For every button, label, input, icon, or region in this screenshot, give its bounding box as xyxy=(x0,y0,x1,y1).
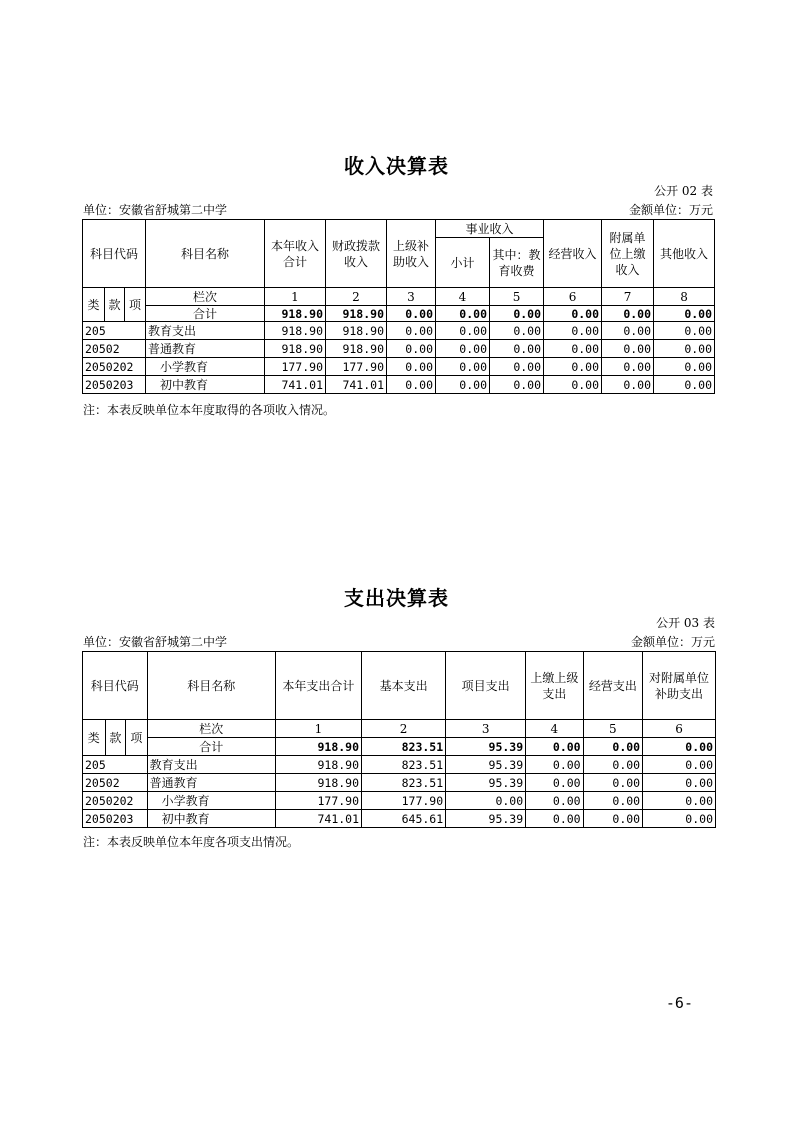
expense-total-value: 918.90 xyxy=(275,738,361,756)
row-value: 95.39 xyxy=(446,774,526,792)
income-table-title: 收入决算表 xyxy=(344,154,449,178)
row-value: 0.00 xyxy=(544,358,602,376)
income-unit-label: 单位：安徽省舒城第二中学 xyxy=(83,203,228,217)
expense-header-basic: 基本支出 xyxy=(362,652,446,720)
expense-col-num: 3 xyxy=(446,720,526,738)
income-header-xiang: 项 xyxy=(125,288,146,322)
row-name: 教育支出 xyxy=(147,756,275,774)
row-value: 177.90 xyxy=(275,792,361,810)
income-total-value: 0.00 xyxy=(387,306,436,322)
income-lanci-label: 栏次 xyxy=(146,288,265,306)
row-name: 初中教育 xyxy=(147,810,275,828)
expense-col-num: 1 xyxy=(275,720,361,738)
row-value: 823.51 xyxy=(362,774,446,792)
row-name: 普通教育 xyxy=(146,340,265,358)
income-amount-unit: 金额单位：万元 xyxy=(628,203,713,217)
row-value: 0.00 xyxy=(544,340,602,358)
row-value: 0.00 xyxy=(643,756,716,774)
row-value: 0.00 xyxy=(643,792,716,810)
row-value: 0.00 xyxy=(490,340,544,358)
expense-total-value: 823.51 xyxy=(362,738,446,756)
income-total-value: 0.00 xyxy=(544,306,602,322)
expense-col-num: 2 xyxy=(362,720,446,738)
row-value: 95.39 xyxy=(446,810,526,828)
expense-table xyxy=(82,651,716,828)
row-value: 0.00 xyxy=(654,322,715,340)
row-value: 0.00 xyxy=(602,358,654,376)
income-total-value: 0.00 xyxy=(602,306,654,322)
expense-header-code: 科目代码 xyxy=(83,652,148,720)
row-value: 918.90 xyxy=(275,774,361,792)
row-value: 0.00 xyxy=(387,376,436,394)
row-value: 177.90 xyxy=(326,358,387,376)
row-value: 918.90 xyxy=(326,340,387,358)
expense-header-kuan: 款 xyxy=(105,720,126,756)
expense-header-total: 本年支出合计 xyxy=(275,652,361,720)
expense-note: 注：本表反映单位本年度各项支出情况。 xyxy=(83,835,300,849)
income-header-code: 科目代码 xyxy=(83,220,146,288)
row-code: 20502 xyxy=(83,774,148,792)
income-col-num: 5 xyxy=(490,288,544,306)
row-code: 2050203 xyxy=(83,810,148,828)
row-value: 0.00 xyxy=(490,358,544,376)
expense-total-label: 合计 xyxy=(147,738,275,756)
income-header-other: 其他收入 xyxy=(654,220,715,288)
income-col-num: 3 xyxy=(387,288,436,306)
expense-header-xiang: 项 xyxy=(126,720,148,756)
row-value: 0.00 xyxy=(583,792,643,810)
expense-total-row xyxy=(83,738,716,756)
income-header-name: 科目名称 xyxy=(146,220,265,288)
income-header-lei: 类 xyxy=(83,288,105,322)
income-total-value: 0.00 xyxy=(490,306,544,322)
row-value: 0.00 xyxy=(654,358,715,376)
table-row xyxy=(83,792,716,810)
row-name: 小学教育 xyxy=(146,358,265,376)
row-name: 教育支出 xyxy=(146,322,265,340)
row-value: 0.00 xyxy=(387,358,436,376)
income-table xyxy=(82,219,715,394)
page-number: -6- xyxy=(665,994,693,1012)
row-value: 177.90 xyxy=(265,358,326,376)
table-row xyxy=(83,774,716,792)
income-col-num: 8 xyxy=(654,288,715,306)
table-row xyxy=(83,376,715,394)
table-row xyxy=(83,810,716,828)
expense-amount-unit: 金额单位：万元 xyxy=(630,635,715,649)
row-value: 918.90 xyxy=(326,322,387,340)
row-value: 0.00 xyxy=(544,322,602,340)
income-total-value: 0.00 xyxy=(654,306,715,322)
income-header-fiscal: 财政拨款收入 xyxy=(326,220,387,288)
row-value: 0.00 xyxy=(526,810,583,828)
income-col-num: 6 xyxy=(544,288,602,306)
row-value: 0.00 xyxy=(490,322,544,340)
row-value: 0.00 xyxy=(526,792,583,810)
income-header-total: 本年收入合计 xyxy=(265,220,326,288)
expense-col-num: 6 xyxy=(643,720,716,738)
expense-total-value: 95.39 xyxy=(446,738,526,756)
expense-header-lei: 类 xyxy=(83,720,106,756)
row-value: 0.00 xyxy=(490,376,544,394)
expense-form-number: 公开 03 表 xyxy=(656,616,715,630)
income-note: 注：本表反映单位本年度取得的各项收入情况。 xyxy=(83,403,336,417)
row-code: 205 xyxy=(83,322,146,340)
row-value: 918.90 xyxy=(265,340,326,358)
row-code: 205 xyxy=(83,756,148,774)
row-value: 0.00 xyxy=(387,340,436,358)
row-value: 0.00 xyxy=(654,340,715,358)
income-total-label: 合计 xyxy=(146,306,265,322)
row-code: 20502 xyxy=(83,340,146,358)
income-total-value: 918.90 xyxy=(265,306,326,322)
income-header-kuan: 款 xyxy=(105,288,125,322)
table-row xyxy=(83,358,715,376)
income-header-affiliated: 附属单位上缴收入 xyxy=(602,220,654,288)
row-value: 0.00 xyxy=(643,810,716,828)
table-row xyxy=(83,340,715,358)
row-code: 2050203 xyxy=(83,376,146,394)
income-col-num: 4 xyxy=(436,288,490,306)
expense-header-project: 项目支出 xyxy=(446,652,526,720)
row-value: 0.00 xyxy=(602,376,654,394)
income-header-subtotal: 小计 xyxy=(436,238,490,288)
expense-total-value: 0.00 xyxy=(526,738,583,756)
row-value: 0.00 xyxy=(436,322,490,340)
expense-header-operating: 经营支出 xyxy=(583,652,643,720)
row-name: 初中教育 xyxy=(146,376,265,394)
row-value: 0.00 xyxy=(446,792,526,810)
row-value: 0.00 xyxy=(436,340,490,358)
expense-unit-label: 单位：安徽省舒城第二中学 xyxy=(83,635,228,649)
expense-header-remit: 上缴上级支出 xyxy=(526,652,583,720)
row-value: 645.61 xyxy=(362,810,446,828)
row-value: 741.01 xyxy=(326,376,387,394)
table-row xyxy=(83,756,716,774)
row-value: 0.00 xyxy=(544,376,602,394)
expense-header-name: 科目名称 xyxy=(147,652,275,720)
income-col-num: 7 xyxy=(602,288,654,306)
row-value: 0.00 xyxy=(583,756,643,774)
row-value: 0.00 xyxy=(436,358,490,376)
row-value: 0.00 xyxy=(526,756,583,774)
row-value: 95.39 xyxy=(446,756,526,774)
expense-col-num: 4 xyxy=(526,720,583,738)
row-code: 2050202 xyxy=(83,358,146,376)
expense-header-subsidy: 对附属单位补助支出 xyxy=(643,652,716,720)
expense-table-title: 支出决算表 xyxy=(344,586,449,610)
income-header-operating: 经营收入 xyxy=(544,220,602,288)
row-value: 177.90 xyxy=(362,792,446,810)
row-value: 918.90 xyxy=(275,756,361,774)
expense-total-value: 0.00 xyxy=(643,738,716,756)
row-name: 普通教育 xyxy=(147,774,275,792)
row-code: 2050202 xyxy=(83,792,148,810)
income-total-value: 0.00 xyxy=(436,306,490,322)
row-value: 0.00 xyxy=(583,810,643,828)
row-value: 0.00 xyxy=(643,774,716,792)
row-value: 0.00 xyxy=(654,376,715,394)
row-value: 0.00 xyxy=(602,340,654,358)
income-col-num: 1 xyxy=(265,288,326,306)
row-value: 0.00 xyxy=(602,322,654,340)
row-value: 0.00 xyxy=(436,376,490,394)
income-header-superior: 上级补助收入 xyxy=(387,220,436,288)
income-form-number: 公开 02 表 xyxy=(654,184,713,198)
expense-total-value: 0.00 xyxy=(583,738,643,756)
row-value: 0.00 xyxy=(387,322,436,340)
row-value: 741.01 xyxy=(275,810,361,828)
row-value: 918.90 xyxy=(265,322,326,340)
row-value: 0.00 xyxy=(526,774,583,792)
income-header-edu-fee: 其中：教育收费 xyxy=(490,238,544,288)
income-col-num: 2 xyxy=(326,288,387,306)
income-header-business: 事业收入 xyxy=(436,220,544,238)
income-total-value: 918.90 xyxy=(326,306,387,322)
row-value: 741.01 xyxy=(265,376,326,394)
income-total-row xyxy=(83,306,715,322)
row-value: 0.00 xyxy=(583,774,643,792)
table-row xyxy=(83,322,715,340)
expense-col-num: 5 xyxy=(583,720,643,738)
row-name: 小学教育 xyxy=(147,792,275,810)
row-value: 823.51 xyxy=(362,756,446,774)
expense-lanci-label: 栏次 xyxy=(147,720,275,738)
